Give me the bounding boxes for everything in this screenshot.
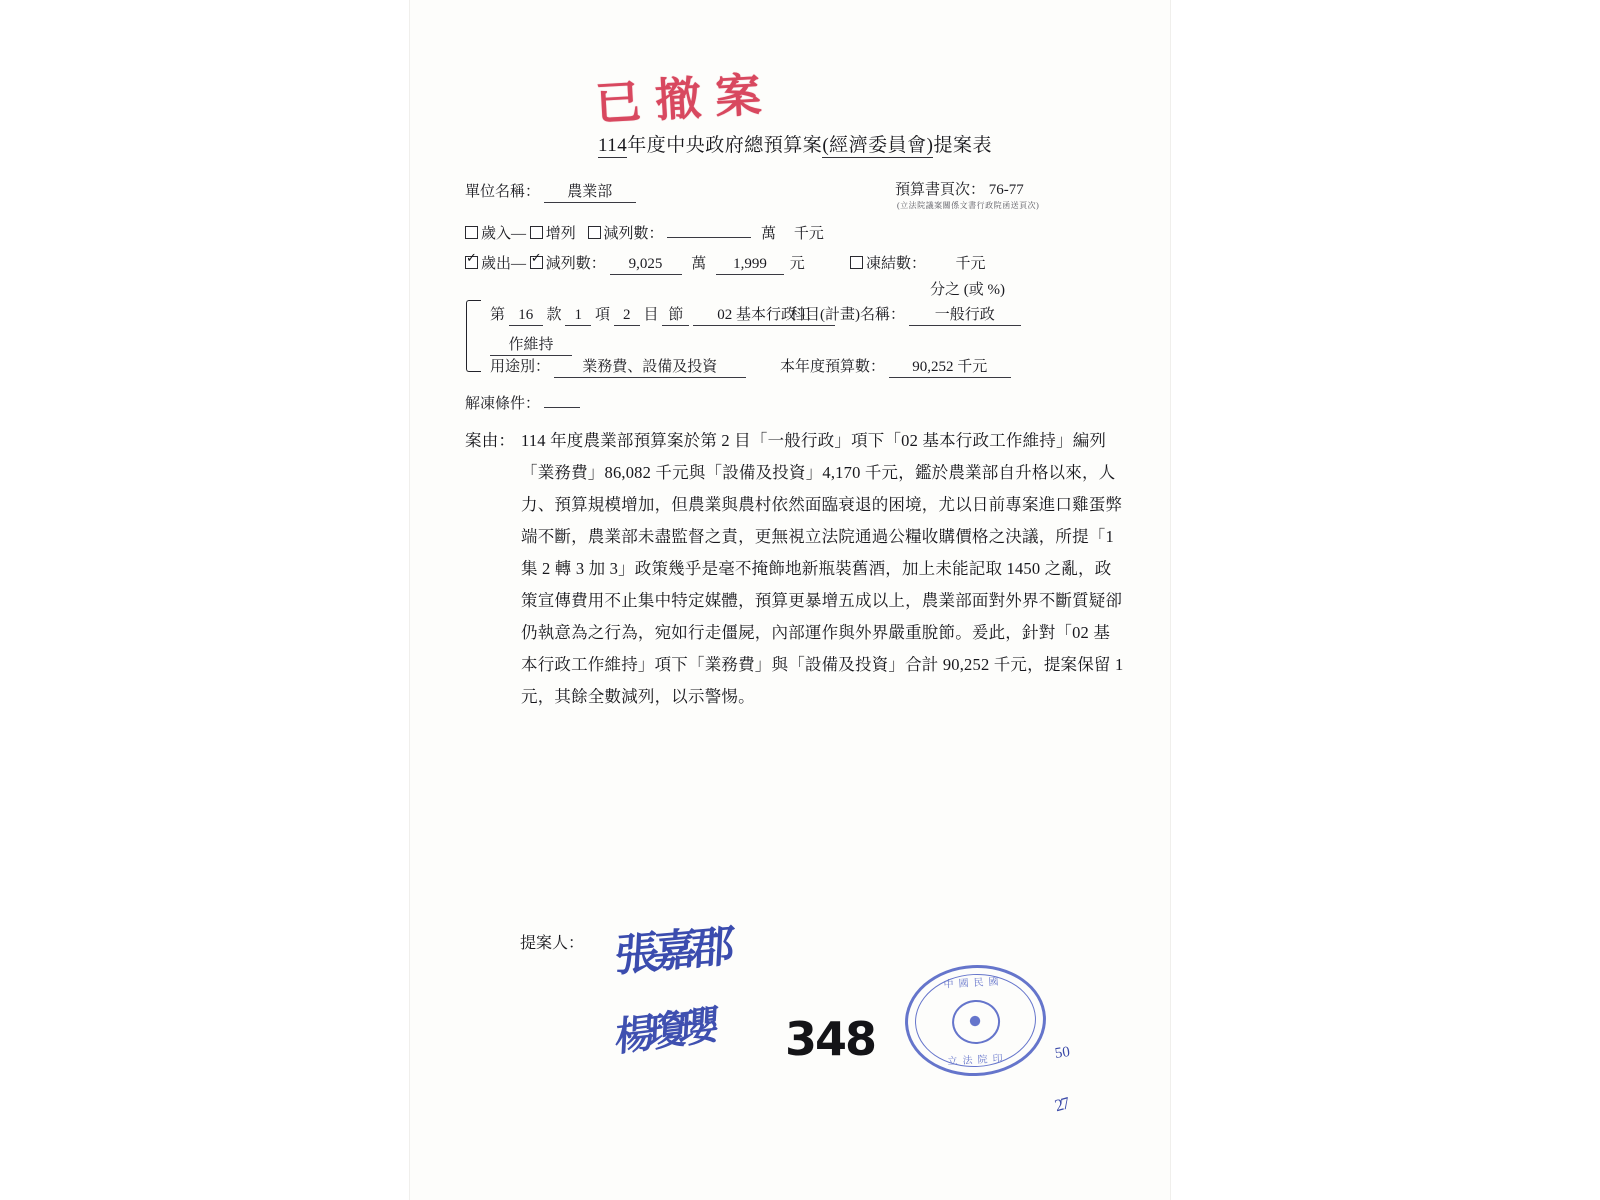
budget-page-label: 預算書頁次： — [895, 182, 986, 198]
reason-label: 案由： — [465, 431, 516, 450]
freeze-row — [850, 252, 986, 273]
subject-label: 科目(計畫)名稱： — [790, 307, 905, 323]
expense-row — [465, 252, 805, 275]
unfreeze-row — [465, 392, 580, 413]
official-seal — [902, 961, 1049, 1079]
unfreeze-value — [544, 406, 580, 408]
expense-label: 歲出— — [481, 256, 527, 272]
jie-value-cont: 作維持 — [490, 333, 572, 356]
kuan-value: 16 — [509, 307, 543, 326]
unfreeze-label: 解凍條件： — [465, 396, 541, 412]
reason-block — [465, 425, 1125, 713]
unit-name-field — [465, 180, 636, 203]
expense-amount-yuan-value: 1,999 — [716, 256, 784, 275]
pen-mark-50: 50 — [1053, 1044, 1071, 1062]
signature-proposer-1: 張嘉郡 — [613, 920, 730, 983]
freeze-checkbox[interactable] — [850, 256, 863, 269]
income-reduce-checkbox[interactable] — [588, 226, 601, 239]
title-suffix: 提案表 — [933, 135, 992, 156]
kuan-unit: 款 — [546, 307, 562, 323]
proposer-label: 提案人： — [520, 935, 585, 952]
unit-name-value: 農業部 — [544, 180, 636, 203]
freeze-amount-value — [930, 267, 952, 268]
income-increase-checkbox[interactable] — [530, 226, 543, 239]
xiang-value: 1 — [565, 307, 591, 326]
signature-proposer-2: 楊瓊瓔 — [613, 1001, 712, 1062]
budget-page-field — [895, 178, 1024, 199]
freeze-label: 凍結數： — [866, 256, 927, 272]
jie-unit: 節 — [662, 303, 689, 326]
unit-name-label: 單位名稱： — [465, 184, 541, 200]
income-row — [465, 222, 824, 243]
fraction-label: 分之 (或 %) — [930, 282, 1005, 298]
usage-value: 業務費、設備及投資 — [554, 355, 746, 378]
income-increase-label: 增列 — [545, 226, 576, 242]
xiang-unit: 項 — [595, 307, 611, 323]
income-amount-value — [667, 236, 751, 238]
scanned-sheet — [410, 0, 1170, 1200]
expense-reduce-label: 減列數： — [545, 256, 606, 272]
expense-amount-unit: 元 — [789, 256, 805, 272]
freeze-unit: 千元 — [955, 256, 986, 272]
subject-value: 一般行政 — [909, 303, 1021, 326]
usage-label: 用途別： — [490, 359, 551, 375]
title-main: 年度中央政府總預算案 — [627, 135, 823, 156]
title-year: 114 — [598, 135, 628, 156]
subject-row — [790, 303, 1021, 326]
mu-value: 2 — [614, 307, 640, 326]
withdrawn-stamp: 已撤案 — [593, 66, 777, 131]
expense-amount-wan-unit: 萬 — [691, 256, 707, 272]
form-number: 348 — [785, 1012, 876, 1066]
expense-checkbox[interactable] — [465, 256, 478, 269]
expense-amount-wan-value: 9,025 — [610, 256, 682, 275]
income-checkbox[interactable] — [465, 226, 478, 239]
seal-top-text: 中國民國 — [943, 976, 1004, 991]
expense-reduce-checkbox[interactable] — [530, 256, 543, 269]
reason-text: 114 年度農業部預算案於第 2 目「一般行政」項下「02 基本行政工作維持」編列「業務費」86,082 千元與「設備及投資」4,170 千元，鑑於農業部自升格以來，人力、預算規模增加，但農業與農村依然面臨衰退的困境，尤以日前專案進口雞蛋弊端不斷，農業部未盡監督之責，更無視立法院通過公糧收購價格之決議，所提「1 集 2 轉 3 加 3」政策幾乎是毫不掩飾地新瓶裝舊酒，加上未能記取 1450 之亂，政策宣傳費用不止集中特定媒體，預算更暴增五成以上，農業部面對外界不斷質疑卻仍執意為之行為，宛如行走僵屍，內部運作與外界嚴重脫節。爰此，針對「02 基本行政工作維持」項下「業務費」與「設備及投資」合計 90,252 千元，提案保留 1 元，其餘全數減列，以示警惕。 — [521, 431, 1124, 706]
pen-mark-27: 27 — [1052, 1093, 1071, 1116]
income-amount-wan: 萬 — [761, 226, 777, 242]
budget-page-note: (立法院議案關係文書行政院函送頁次) — [897, 201, 1040, 210]
year-budget-value: 90,252 千元 — [889, 355, 1011, 378]
title-committee: (經濟委員會) — [822, 135, 934, 156]
budget-page-value: 76-77 — [988, 182, 1024, 198]
income-amount-unit: 千元 — [793, 226, 824, 242]
budget-item-bracket — [466, 300, 481, 372]
budget-item-row-cont — [490, 333, 572, 356]
year-budget-label: 本年度預算數： — [780, 359, 886, 375]
income-label: 歲入— — [481, 226, 527, 242]
usage-row — [490, 355, 746, 378]
jie-value: 02 基本行政工 — [693, 303, 835, 326]
seal-bottom-text: 立法院印 — [947, 1053, 1008, 1068]
income-reduce-label: 減列數： — [603, 226, 664, 242]
page-title — [465, 130, 1125, 157]
year-budget-row — [780, 355, 1011, 378]
mu-unit: 目 — [643, 307, 659, 323]
kuan-label: 第 — [490, 307, 506, 323]
budget-item-row — [490, 303, 835, 326]
